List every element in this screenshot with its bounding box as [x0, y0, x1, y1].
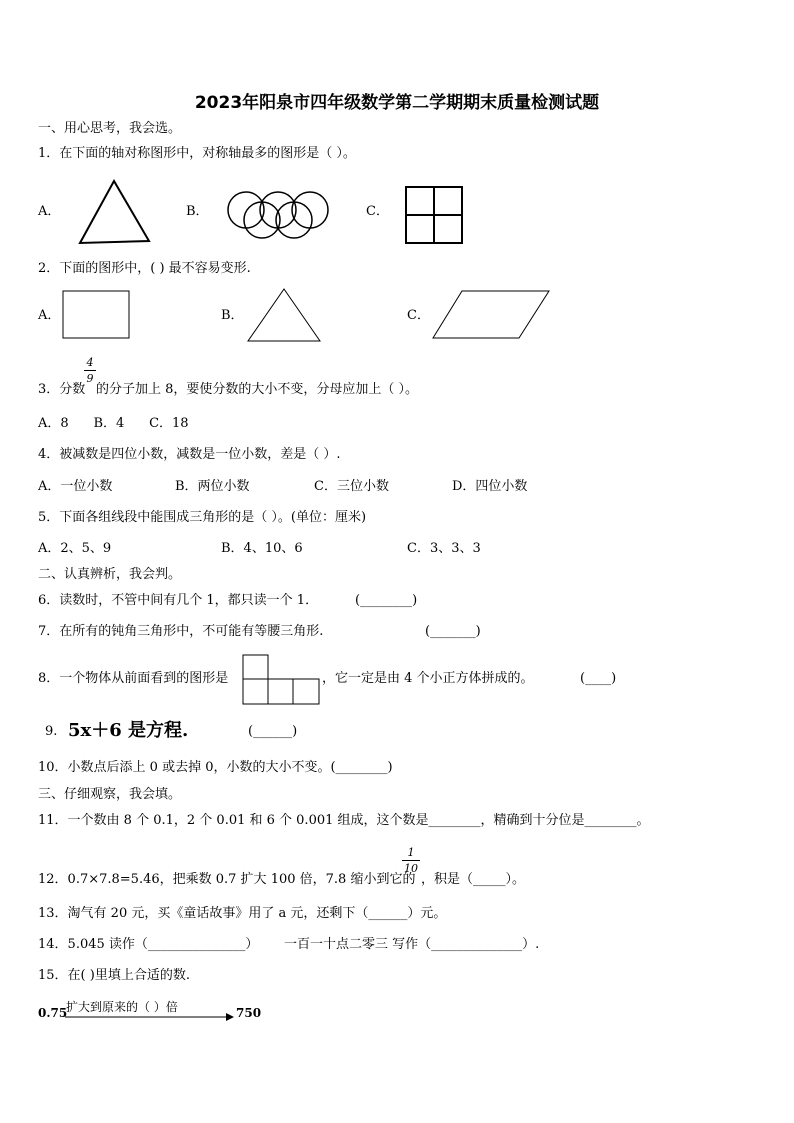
question-9-expression: 5x＋6 是方程.	[68, 720, 189, 741]
right-arrow-icon	[64, 1012, 236, 1022]
question-6: 6．读数时，不管中间有几个 1，都只读一个 1．	[38, 593, 319, 608]
question-12-suffix: ，积是（_____）。	[421, 872, 526, 887]
fraction-bar-2	[402, 860, 420, 861]
fraction-numerator-2: 1	[407, 846, 415, 859]
q2-option-c-label: C．	[407, 308, 430, 323]
q2-option-a-label: A．	[38, 308, 61, 323]
question-12-prefix: 12．0.7×7.8=5.46，把乘数 0.7 扩大 100 倍，7.8 缩小到它的	[38, 872, 416, 887]
triangle-shape	[78, 180, 150, 244]
olympic-rings-shape	[226, 190, 330, 240]
question-7: 7．在所有的钝角三角形中，不可能有等腰三角形.	[38, 624, 324, 639]
q1-option-c-label: C．	[366, 204, 389, 219]
fraction-bar	[84, 370, 96, 371]
rectangle-shape	[62, 290, 130, 340]
q15-arrow-label: 扩大到原来的（ ）倍	[66, 1000, 178, 1014]
q15-end-value: 750	[236, 1006, 262, 1020]
q4-option-a: A．一位小数	[38, 479, 113, 494]
fraction-4-9	[84, 356, 96, 385]
q1-option-b-label: B．	[186, 204, 209, 219]
parallelogram-shape	[432, 290, 550, 340]
q6-answer-blank[interactable]: (________)	[355, 593, 418, 608]
page-title: 2023年阳泉市四年级数学第二学期期末质量检测试题	[194, 93, 600, 113]
question-2: 2．下面的图形中，( ) 最不容易变形.	[38, 261, 251, 276]
q5-option-a: A．2、5、9	[38, 541, 112, 556]
section-2-heading: 二、认真辨析，我会判。	[38, 567, 182, 582]
q4-option-b: B．两位小数	[175, 479, 250, 494]
question-14-right: 一百一十点二零三 写作（______________）.	[284, 937, 540, 952]
q2-option-b-label: B．	[221, 308, 244, 323]
question-3-suffix: 的分子加上 8，要使分数的大小不变，分母应加上（ ）。	[96, 382, 419, 397]
q7-answer-blank[interactable]: (_______)	[425, 624, 481, 639]
question-4: 4．被减数是四位小数，减数是一位小数，差是（ ）.	[38, 447, 341, 462]
section-3-heading: 三、仔细观察，我会填。	[38, 787, 182, 802]
fraction-1-10	[402, 846, 420, 875]
question-13: 13．淘气有 20 元，买《童话故事》用了 a 元，还剩下（______）元。	[38, 906, 447, 921]
triangle-shape-2	[246, 288, 322, 342]
q4-option-c: C．三位小数	[314, 479, 389, 494]
q4-option-d: D．四位小数	[452, 479, 528, 494]
question-1: 1．在下面的轴对称图形中，对称轴最多的图形是（ ）。	[38, 146, 356, 161]
fraction-denominator-2: 10	[404, 862, 418, 875]
question-3-options: A．8 B．4 C．18	[38, 416, 189, 431]
fraction-denominator: 9	[86, 372, 94, 385]
q5-option-c: C．3、3、3	[407, 541, 481, 556]
fraction-numerator: 4	[86, 356, 94, 369]
section-1-heading: 一、用心思考，我会选。	[38, 121, 182, 136]
question-10: 10．小数点后添上 0 或去掉 0，小数的大小不变。(________)	[38, 760, 393, 775]
front-view-shape	[242, 654, 322, 706]
q1-option-a-label: A．	[38, 204, 61, 219]
question-8-prefix: 8．一个物体从前面看到的图形是	[38, 671, 229, 686]
question-5: 5．下面各组线段中能围成三角形的是（ ）。(单位：厘米)	[38, 510, 367, 525]
question-14-left: 14．5.045 读作（_______________）	[38, 937, 259, 952]
q8-answer-blank[interactable]: (____)	[580, 671, 617, 686]
question-9-number: 9.	[45, 724, 58, 739]
square-grid-shape	[405, 186, 463, 244]
q15-start-value: 0.75	[38, 1006, 68, 1020]
q9-answer-blank[interactable]: (______)	[248, 724, 298, 739]
question-3-prefix: 3．分数	[38, 382, 86, 397]
question-11: 11．一个数由 8 个 0.1，2 个 0.01 和 6 个 0.001 组成，这个数是________，精确到十分位是________。	[38, 813, 650, 828]
question-8-suffix: ，它一定是由 4 个小正方体拼成的。	[322, 671, 534, 686]
q5-option-b: B．4、10、6	[221, 541, 303, 556]
question-15: 15．在( )里填上合适的数.	[38, 968, 190, 983]
